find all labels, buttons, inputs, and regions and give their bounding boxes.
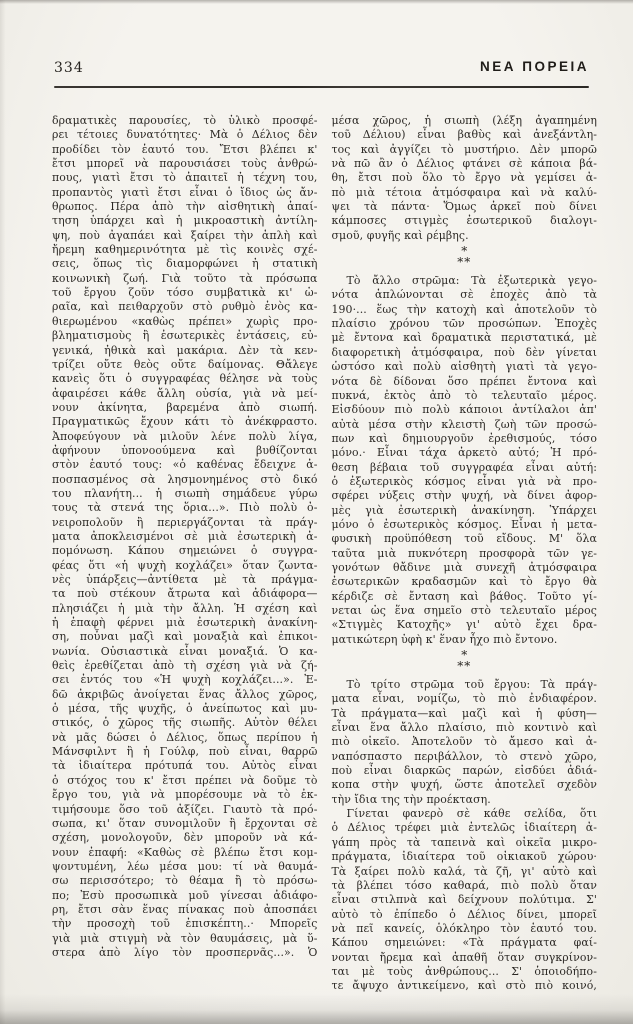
text-line: τρίζει οὔτε θεὸς οὔτε δαίμονας. Θἄλεγε [52, 357, 318, 371]
section-separator [332, 647, 598, 678]
paragraph [332, 114, 598, 243]
text-line: σωπα, κι' ὅταν συνομιλοῦν ἢ ἔρχονται σὲ [52, 816, 318, 830]
text-line: Γίνεται φανερὸ σὲ κάθε σελίδα, ὅτι [346, 807, 597, 821]
section-separator [332, 243, 598, 274]
text-line: ἔτσι μπορεῖ νὰ παρουσιάσει τοὺς ἀνθρώ- [52, 157, 318, 171]
text-line: τα ποὺ στέκουν ἄτρωτα καὶ ἀδιάφορα— [52, 587, 318, 601]
text-line: θιερωμένου «καθὼς πρέπει» χωρὶς προ- [52, 314, 318, 328]
text-line: δραματικὲς παρουσίες, τὸ ὑλικὸ προσφέ- [52, 114, 318, 127]
text-line: ματα ἀποκλεισμένοι σὲ μιὰ ἐσωτερικὴ ἀ- [52, 529, 318, 543]
text-line: κοινωνικὴ ζωή. Γιὰ τοῦτο τὰ πρόσωπα [52, 271, 318, 285]
right-column [332, 114, 598, 1010]
text-line: στικός, ὁ χῶρος τῆς σιωπῆς. Αὐτὸν θέλει [52, 716, 318, 730]
text-line: θη, ἔτσι ποὺ ὅλο τὸ ἔργο νὰ γεμίσει ἀ- [331, 171, 597, 185]
separator-asterisks-bottom: ** [457, 659, 472, 674]
text-line: αὐτὸ τὸ ἐπίπεδο ὁ Δέλιος δίνει, μπορεῖ [331, 907, 597, 921]
scan-edge-artifact [0, 0, 8, 1024]
header-rule [54, 86, 589, 88]
journal-title: ΝΕΑ ΠΟΡΕΙΑ [479, 59, 589, 74]
text-line: Ἀποφεύγουν νὰ μιλοῦν λένε πολὺ λίγα, [52, 429, 318, 443]
text-line: ὁ ἐξωτερικὸς κόσμος εἶναι γιὰ νὰ προ- [331, 474, 597, 488]
text-line: ραῖα, καὶ πειθαρχοῦν στὸ ρυθμὸ ἑνὸς κα- [52, 300, 318, 314]
paragraph [52, 114, 318, 960]
text-line: ψει τὰ πάντα· Ὅμως ἀρκεῖ ποὺ δίνει [331, 200, 597, 214]
text-line: τος καὶ ἀγγίζει τὸ μυστήριο. Δὲν μπορῶ [331, 142, 597, 156]
text-line: θεὶς ἐρεθίζεται ἀπὸ τὴ σχέση γιὰ νὰ ζή- [52, 659, 318, 673]
text-line: νότα ἁπλώνονται σὲ ἐποχὲς ἀπὸ τὰ [331, 288, 597, 302]
text-line: γονότων θἄδινε μιὰ συνεχῆ ἀτμόσφαιρα [331, 560, 597, 574]
text-line: σχέση, μονολογοῦν, δὲν μποροῦν νὰ κά- [52, 831, 318, 845]
text-line: ποὺ εἶναι διαρκῶς παρών, εἰσδύει ἀδιά- [331, 764, 597, 778]
text-line: Κάπου σημειώνει: «Τὰ πράγματα φαί- [331, 936, 597, 950]
text-line: νουν ἐπαφή: «Καθὼς σὲ βλέπω ἔτσι κομ- [52, 845, 318, 859]
text-line: νὲς ὑπάρξεις—ἀντίθετα μὲ τὰ πράγμα- [52, 573, 318, 586]
text-line: ὡστόσο καὶ πολὺ αἰσθητὴ γιατὶ τὰ γεγο- [331, 360, 597, 374]
text-line: νότα δὲ δίδοναι ὅσο πρέπει ἔντονα καὶ [331, 374, 597, 388]
text-line: νωνία. Οὐσιαστικὰ εἶναι μοναξιά. Ὁ κα- [52, 644, 318, 658]
paragraph [332, 274, 598, 647]
text-line: τους τὰ στενά της ὅρια...». Πιὸ πολὺ ὀ- [52, 501, 318, 515]
text-line: Μάνσφιλντ ἢ ἡ Γούλφ, ποὺ εἶναι, θαρρῶ [52, 745, 318, 759]
text-line: Τὰ πράγματα—καὶ μαζὶ καὶ ἡ φύση— [331, 706, 597, 720]
text-line: ψοντυμένη, λέω μέσα μου: τί νὰ θαυμά- [52, 859, 318, 873]
text-line: πυκνά, ἐκτὸς ἀπὸ τὸ τελευταῖο μέρος. [331, 388, 597, 402]
text-line: κάμποσες στιγμὲς ἐσωτερικοῦ διαλογι- [331, 214, 597, 228]
separator-asterisk-top: * [461, 648, 468, 663]
text-line: ψη, ποὺ ἀγαπάει καὶ ξαίρει τὴν ἁπλὴ καὶ [52, 228, 318, 242]
text-line: ἐσωτερικῶν κραδασμῶν καὶ τὸ ἔργο θὰ [331, 575, 597, 589]
text-line: νὰ μᾶς δώσει ὁ Δέλιος, ὅπως περίπου ἡ [52, 730, 318, 744]
text-line: ὁ Δέλιος τρέφει μιὰ ἐντελῶς ἰδιαίτερη ἀ- [331, 821, 597, 835]
text-line: αὐτὰ μέσα στὴν κλειστὴ ζωὴ τῶν προσώ- [331, 417, 597, 431]
text-line: δῶ ἀκριβῶς ἀνοίγεται ἕνας ἄλλος χῶρος, [52, 687, 318, 701]
text-line: ἀφήνουν ὑπονοούμενα καὶ βυθίζονται [52, 443, 318, 457]
text-line: ἡ ἐπαφὴ φέρνει μιὰ ἐσωτερικὴ ἀνακίνη- [52, 616, 318, 630]
text-line: ὁ στόχος του κ' ἔτσι πρέπει νὰ δοῦμε τὸ [52, 773, 318, 787]
text-line: διαφορετικὴ ἀτμόσφαιρα, ποὺ δὲν γίνεται [331, 345, 597, 359]
text-line: ταῦτα μιὰ πυκνότερη προσφορὰ τῶν γε- [331, 546, 597, 560]
paragraph [332, 807, 598, 993]
text-line: ἔργο του, γιὰ νὰ μπορέσουμε νὰ τὸ ἐκ- [52, 788, 318, 802]
paragraph [332, 678, 598, 807]
text-line: γενικά, ἠθικὰ καὶ μακάρια. Δὲν τὰ κεν- [52, 343, 318, 357]
text-line: ται μὲ τοὺς ἀνθρώπους... Σ' ὁποιοδήπο- [331, 964, 597, 978]
page-header [54, 58, 589, 82]
text-line: πλαίσιο χρόνου τῶν προσώπων. Ἐποχὲς [331, 317, 597, 331]
text-line: μόνο ὁ ἐσωτερικὸς κόσμος. Εἶναι ἡ μετα- [331, 517, 597, 531]
text-line: τε ἄψυχο ἀντικείμενο, καὶ στὸ πιὸ κοινό, [331, 979, 597, 993]
text-line: μόνο.· Εἶναι τάχα ἀρκετὸ αὐτό; Ἡ πρό- [331, 446, 597, 460]
text-line: πιὸ οἰκεῖο. Ἀποτελοῦν τὸ ἄμεσο καὶ ἀ- [331, 735, 597, 749]
text-line: γάπη πρὸς τὰ ταπεινὰ καὶ οἰκεῖα μικρο- [331, 835, 597, 849]
text-line: θεση βέβαια τοῦ συγγραφέα εἶναι αὐτή: [331, 460, 597, 474]
text-line: νουν ἀκίνητα, βαρεμένα ἀπὸ σιωπή. [52, 400, 318, 414]
text-line: πὸ μιὰ τέτοια ἀτμόσφαιρα καὶ νὰ καλύ- [331, 185, 597, 199]
text-line: πράγματα, ἰδιαίτερα τοῦ οἰκιακοῦ χώρου· [331, 850, 597, 864]
separator-asterisk-top: * [461, 244, 468, 259]
text-line: Εἰσδύουν πιὸ πολὺ κάποιοι ἀντίλαλοι ἀπ' [331, 403, 597, 417]
text-line: μὲς γιὰ ἐσωτερικὴ ἀνακίνηση. Ὑπάρχει [331, 503, 597, 517]
text-line: κέρδιζε σὲ ἔνταση καὶ βάθος. Τοῦτο γί- [331, 589, 597, 603]
text-line: γιὰ μιὰ στιγμὴ νὰ τὸν θαυμάσεις, μὰ ὕ- [52, 931, 318, 945]
text-line: τιμήσουμε ὅσο τοῦ ἀξίζει. Γιαυτὸ τὰ πρό- [52, 802, 318, 816]
text-line: Τὸ ἄλλο στρῶμα: Τὰ ἐξωτερικὰ γεγο- [346, 274, 597, 288]
text-line: ματικώτερη ὑφὴ κ' ἕναν ἦχο πιὸ ἔντονο. [331, 632, 558, 646]
text-line: Πραγματικῶς ἔχουν κάτι τὸ ἀνέκφραστο. [52, 415, 318, 429]
text-line: του πλανήτη... ἡ σιωπὴ σημάδευε γύρω [52, 486, 318, 500]
text-line: ση, ποὖναι μαζὶ καὶ μοναξιὰ καὶ ἐπικοι- [52, 630, 318, 644]
separator-asterisks-bottom: ** [457, 255, 472, 270]
text-line: μέσα χῶρος, ἡ σιωπὴ (λέξη ἀγαπημένη [331, 114, 597, 127]
text-line: τὴν ἴδια της τὴν προέκταση. [331, 792, 491, 806]
text-line: θρωπος. Πέρα ἀπὸ τὴν αἰσθητικὴ ἀπαί- [52, 200, 318, 214]
text-line: νὰ πεῖ κανείς, ὁλόκληρο τὸν ἑαυτό του. [331, 921, 597, 935]
text-line: ἤρεμη καθημερινότητα μὲ τὶς κοινὲς σχέ- [52, 243, 318, 257]
text-line: ἀφαιρέσει κάθε ἄλλη οὐσία, γιὰ νὰ μεί- [52, 386, 318, 400]
text-line: σφέρει νύξεις στὴν ψυχή, νὰ δίνει ἀφορ- [331, 489, 597, 503]
text-line: σει ἐντός του «Ἡ ψυχὴ κοχλάζει...». Ἐ- [52, 673, 318, 687]
text-line: σεις, ὅπως τὶς διαμορφώνει ἡ στατικὴ [52, 257, 318, 271]
text-line: τοῦ Δέλιου) εἶναι βαθὺς καὶ ἀνεξάντλη- [331, 128, 597, 142]
text-line: «Στιγμὲς Κατοχῆς» γι' αὐτὸ ἔχει δρα- [331, 618, 597, 632]
text-line: τὰ ἰδιαίτερα πρότυπά του. Αὐτὸς εἶναι [52, 759, 318, 773]
text-line: προπαντὸς γιατὶ ἔτσι εἶναι ὁ ἴδιος ὡς ἄν- [52, 185, 318, 199]
text-line: Τὰ ξαίρει πολὺ καλά, τὰ ζῆ, γι' αὐτὸ καὶ [331, 864, 597, 878]
text-line: μὲ ἔντονα καὶ δραματικὰ περιστατικά, μὲ [331, 331, 597, 345]
text-line: πομόνωση. Κάπου σημειώνει ὁ συγγρα- [52, 544, 318, 558]
text-line: ποσπασμένος σὰ λησμονημένος στὸ δικό [52, 472, 318, 486]
text-line: πλησιάζει ἡ μιὰ τὴν ἄλλη. Ἡ σχέση καὶ [52, 601, 318, 615]
left-column [52, 114, 318, 1010]
text-line: τηση ὑπάρχει καὶ ἡ μικροαστικὴ ἀντίλη- [52, 214, 318, 228]
text-line: εἶναι στιλπνὰ καὶ δείχνουν πολύτιμα. Σ' [331, 893, 597, 907]
text-columns [52, 114, 597, 1010]
text-line: στερα ἀπὸ λίγο τὸν προσπερνᾶς...». Ὁ [52, 945, 318, 959]
text-line: τὴν προσοχὴ τοῦ ἐπισκέπτη..· Μπορεῖς [52, 917, 318, 931]
text-line: εἶναι ἕνα ἄλλο πλαίσιο, πιὸ κοντινὸ καὶ [331, 721, 597, 735]
text-line: κοπα στὴν ψυχή, ὥστε ἀποτελεῖ σχεδὸν [331, 778, 597, 792]
text-line: στὸν ἑαυτό τους: «ὁ καθένας ἔδειχνε ἀ- [52, 458, 318, 472]
text-line: τὰ βλέπει τόσο καθαρά, πιὸ πολὺ ὅταν [331, 878, 597, 892]
page-number: 334 [54, 60, 84, 76]
text-line: πους, γιατὶ ἔτσι τὸ ἀπαιτεῖ ἡ τέχνη του, [52, 171, 318, 185]
text-line: νονται ἤρεμα καὶ ἀπαθῆ ὅταν συγκρίνον- [331, 950, 597, 964]
text-line: ματα εἶναι, νομίζω, τὸ πιὸ ἐνδιαφέρον. [331, 692, 597, 706]
text-line: σμοῦ, φυγῆς καὶ ρέμβης. [331, 228, 469, 242]
text-line: νειροπολοῦν ἢ περιεργάζονται τὰ πράγ- [52, 515, 318, 529]
text-line: νεται ὡς ἕνα σημεῖο στὸ τελευταῖο μέρος [331, 604, 597, 617]
text-line: νὰ πῶ ἂν ὁ Δέλιος φτάνει σὲ κάποια βά- [331, 157, 597, 171]
text-line: τοῦ ἔργου ζοῦν τόσο συμβατικὰ κι' ὡ- [52, 286, 318, 300]
text-line: προδίδει τὸν ἑαυτό του. Ἔτσι βλέπει κ' [52, 142, 318, 156]
text-line: ρη, ἔτσι σὰν ἕνας πίνακας ποὺ ἀποσπάει [52, 902, 318, 916]
text-line: 190·... ἕως τὴν κατοχὴ καὶ ἀποτελοῦν τὸ [331, 302, 597, 316]
text-line: βληματισμοὺς ἢ ἐσωτερικὲς ἐντάσεις, εὐ- [52, 329, 318, 343]
text-line: ρει τέτοιες δυνατότητες· Μὰ ὁ Δέλιος δὲν [52, 128, 318, 142]
text-line: πων καὶ δημιουργοῦν ἐρεθισμούς, τόσο [331, 431, 597, 445]
text-line: κανεὶς ὅτι ὁ συγγραφέας θέλησε νὰ τοὺς [52, 372, 318, 386]
text-line: φέας ὅτι «ἡ ψυχὴ κοχλάζει» ὅταν ζωντα- [52, 558, 318, 572]
text-line: ναπόσπαστο περιβάλλον, τὸ στενὸ χῶρο, [331, 749, 597, 763]
text-line: φυσικὴ προϋπόθεση τοῦ εἴδους. Μ' ὅλα [331, 532, 597, 546]
text-line: Τὸ τρίτο στρῶμα τοῦ ἔργου: Τὰ πράγ- [346, 678, 597, 692]
text-line: πο; Ἐσὺ προσωπικὰ μοῦ γίνεσαι ἀδιάφο- [52, 888, 318, 902]
text-line: σω περισσότερο; τὸ θέαμα ἢ τὸ πρόσω- [52, 874, 318, 888]
text-line: ὁ μέσα, τῆς ψυχῆς, ὁ ἀνείπωτος καὶ μυ- [52, 702, 318, 716]
